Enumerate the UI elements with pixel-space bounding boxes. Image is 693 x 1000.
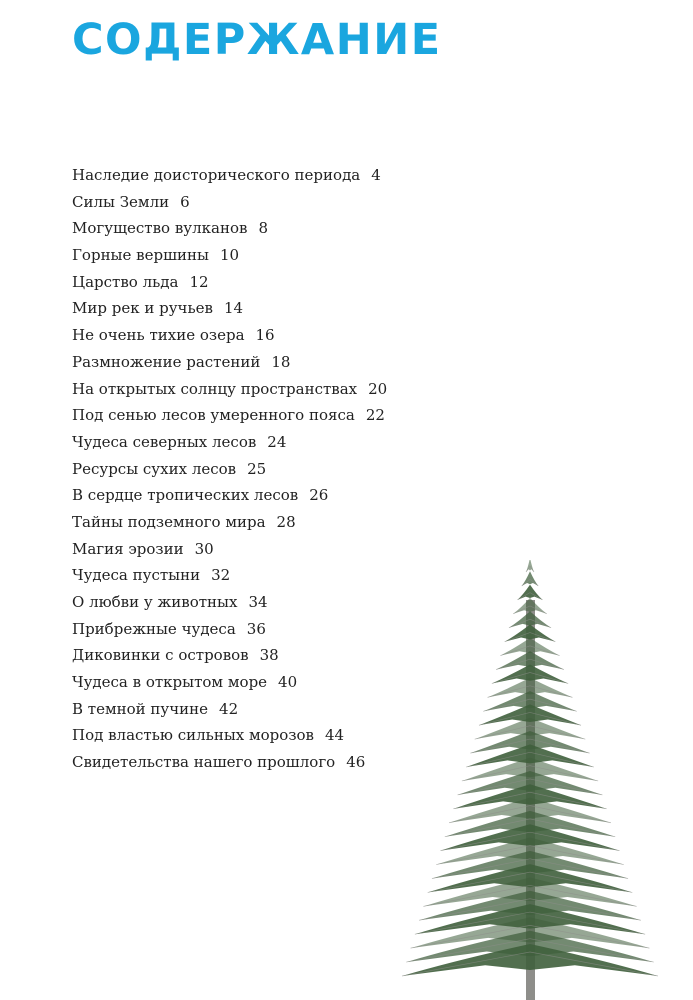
toc-entry-title: Магия эрозии	[72, 539, 184, 558]
toc-entry-title: Мир рек и ручьев	[72, 299, 213, 318]
toc-entry-title: Ресурсы сухих лесов	[72, 459, 237, 478]
toc-entry-title: Прибрежные чудеса	[72, 619, 236, 638]
toc-entry-page: 38	[259, 646, 279, 665]
toc-entry[interactable]	[72, 509, 387, 536]
toc-entry-title: Чудеса в открытом море	[72, 673, 268, 692]
toc-entry-title: Под сенью лесов умеренного пояса	[72, 406, 355, 425]
toc-entry-title: Не очень тихие озера	[72, 326, 245, 345]
toc-entry-page: 20	[368, 379, 388, 398]
spruce-tree-icon	[398, 560, 663, 1000]
toc-entry[interactable]	[72, 696, 387, 723]
toc-entry-page: 14	[223, 299, 244, 318]
table-of-contents	[72, 162, 387, 776]
toc-entry[interactable]	[72, 376, 387, 403]
toc-entry[interactable]	[72, 295, 387, 322]
toc-entry[interactable]	[72, 749, 387, 776]
toc-entry[interactable]	[72, 562, 387, 589]
toc-entry-page: 42	[219, 699, 239, 718]
toc-entry[interactable]	[72, 642, 387, 669]
toc-entry-title: Чудеса северных лесов	[72, 432, 257, 451]
toc-entry-title: Наследие доисторического периода	[72, 166, 361, 184]
toc-entry-page: 18	[271, 352, 291, 371]
toc-entry-title: Силы Земли	[72, 192, 170, 211]
toc-entry[interactable]	[72, 669, 387, 696]
toc-entry-page: 22	[365, 406, 385, 425]
toc-entry[interactable]	[72, 456, 387, 483]
toc-entry-page: 12	[189, 272, 209, 291]
toc-entry-title: Диковинки с островов	[72, 646, 249, 665]
toc-entry-title: Чудеса пустыни	[72, 566, 201, 585]
toc-entry-page: 10	[219, 246, 240, 265]
toc-entry-page: 26	[309, 486, 329, 505]
toc-entry-page: 46	[346, 753, 366, 772]
toc-entry-title: Горные вершины	[72, 246, 209, 265]
toc-entry-page: 16	[255, 326, 275, 345]
toc-entry-title: На открытых солнцу пространствах	[72, 379, 358, 398]
toc-entry-page: 24	[267, 432, 287, 451]
toc-entry[interactable]	[72, 536, 387, 563]
toc-entry-page: 34	[248, 593, 268, 611]
toc-entry-page: 4	[371, 166, 381, 184]
toc-entry-title: Размножение растений	[72, 352, 261, 371]
toc-entry-page: 28	[276, 512, 296, 531]
tree-branches	[402, 560, 658, 976]
toc-entry-title: В темной пучине	[72, 699, 209, 718]
toc-entry[interactable]	[72, 242, 387, 269]
toc-entry[interactable]	[72, 215, 387, 242]
toc-entry-page: 25	[247, 459, 267, 478]
toc-entry[interactable]	[72, 322, 387, 349]
toc-entry-page: 32	[211, 566, 231, 585]
toc-entry[interactable]	[72, 189, 387, 216]
toc-entry[interactable]	[72, 722, 387, 749]
toc-entry[interactable]	[72, 162, 387, 189]
toc-entry-title: Царство льда	[72, 272, 179, 291]
toc-entry-title: Могущество вулканов	[72, 219, 248, 238]
toc-entry[interactable]	[72, 616, 387, 643]
toc-entry-page: 6	[180, 192, 190, 211]
toc-entry-page: 36	[246, 619, 266, 638]
toc-entry-title: О любви у животных	[72, 593, 238, 611]
toc-entry[interactable]	[72, 482, 387, 509]
toc-entry-title: Свидетельства нашего прошлого	[72, 753, 336, 772]
toc-entry-title: Под властью сильных морозов	[72, 726, 314, 745]
toc-entry-page: 40	[278, 673, 298, 692]
toc-entry-page: 30	[194, 539, 214, 558]
toc-entry-page: 44	[324, 726, 345, 745]
toc-entry-title: В сердце тропических лесов	[72, 486, 299, 505]
toc-entry[interactable]	[72, 589, 387, 616]
toc-entry[interactable]	[72, 349, 387, 376]
toc-entry[interactable]	[72, 402, 387, 429]
toc-entry-page: 8	[258, 219, 268, 238]
toc-entry-title: Тайны подземного мира	[72, 512, 266, 531]
toc-entry[interactable]	[72, 269, 387, 296]
page-title: СОДЕРЖАНИЕ	[72, 15, 442, 65]
toc-entry[interactable]	[72, 429, 387, 456]
